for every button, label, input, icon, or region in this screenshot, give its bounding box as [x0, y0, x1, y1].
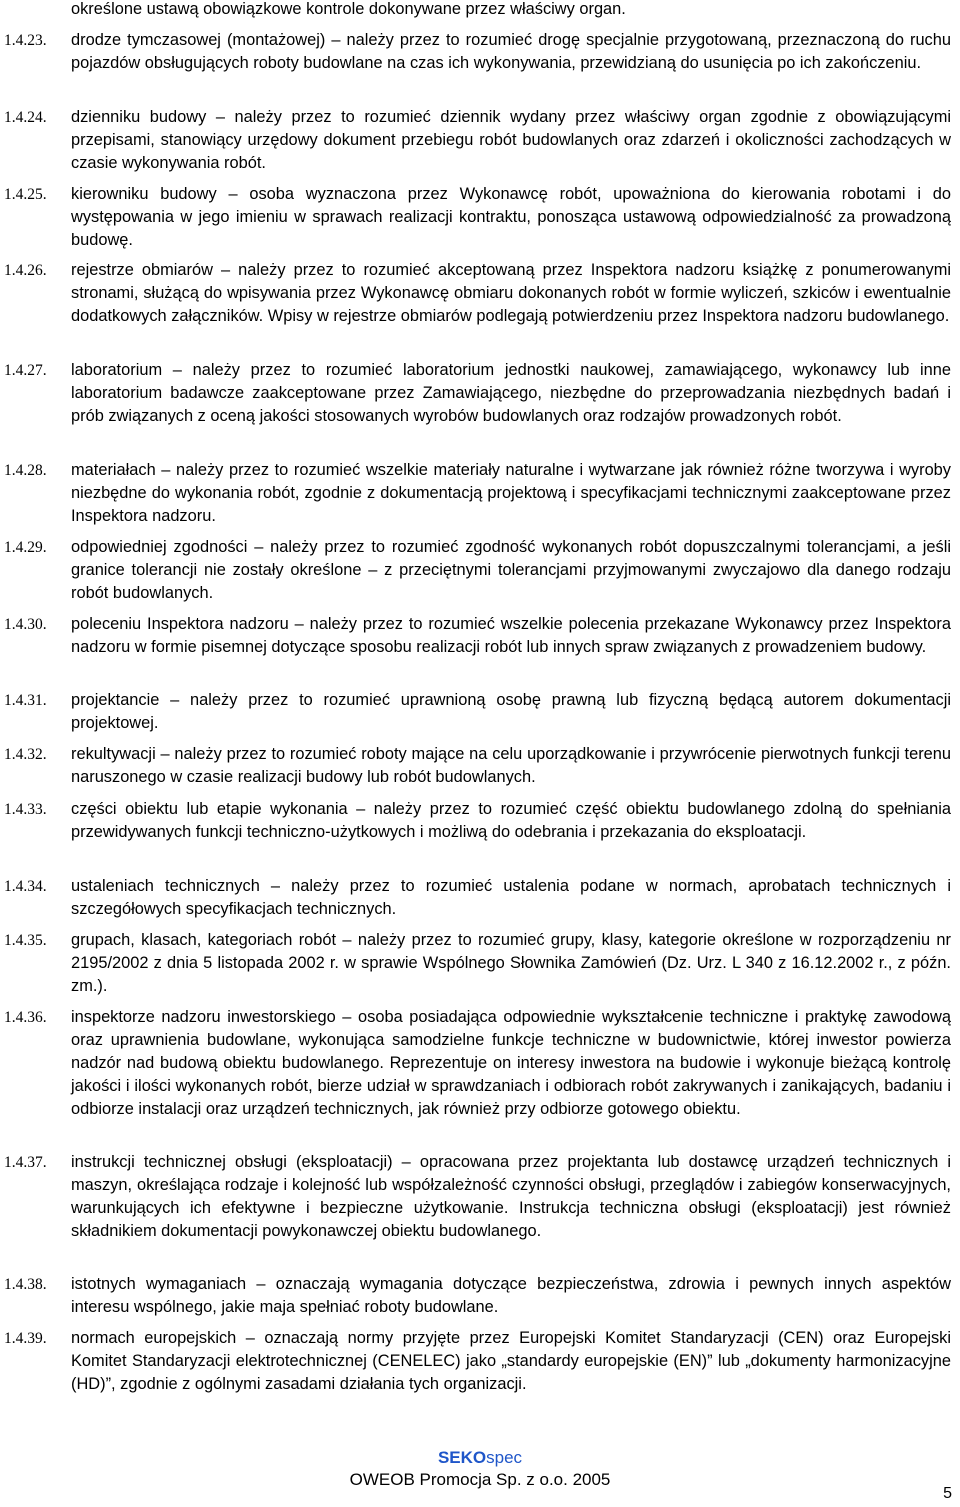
- definition-text: inspektorze nadzoru inwestorskiego – osoba posiadająca odpowiednie wykształcenie techniczne i praktykę zawodową oraz uprawnienia budowlane, wykonująca samodzielne funkcje techniczne w budownictwie, której inwestor powierza nadzór nad budową obiektu budowlanego. Reprezentuje on interesy inwestora na budowie i wykonuje bieżącą kontrolę jakości i ilości wykonanych robót, bierze udział w sprawdzaniach i odbiorach robót zakrywanych i zanikających, badaniu i odbiorze instalacji oraz urządzeń technicznych, jak również przy odbiorze gotowego obiektu.: [71, 1008, 951, 1118]
- logo-light-part: spec: [486, 1448, 523, 1467]
- definition-text: odpowiedniej zgodności – należy przez to rozumieć zgodność wykonanych robót dopuszczalnymi tolerancjami, a jeśli granice tolerancji nie zostały określone – z przeciętnymi tolerancjami przyjmowanymi zwyczajowo dla danego rodzaju robót budowlanych.: [71, 538, 951, 602]
- definition-text: poleceniu Inspektora nadzoru – należy przez to rozumieć wszelkie polecenia przekazane Wykonawcy przez Inspektora nadzoru w formie pisemnej dotyczące sposobu realizacji robót lub innych spraw związanych z prowadzeniem budowy.: [71, 615, 951, 656]
- footer-company: OWEOB Promocja Sp. z o.o. 2005: [349, 1470, 611, 1489]
- logo-bold-part: SEKO: [437, 1448, 487, 1467]
- definition-text: części obiektu lub etapie wykonania – należy przez to rozumieć część obiektu budowlanego zdolną do spełniania przewidywanych funkcji techniczno-użytkowych i możliwą do odebrania i przekazania do eksploatacji.: [71, 800, 951, 841]
- definition-text: instrukcji technicznej obsługi (eksploatacji) – opracowana przez projektanta lub dostawcę urządzeń technicznych i maszyn, określająca rodzaje i kolejność lub współzależność czynności obsługi, przeglądów i zabiegów konserwacyjnych, warunkujących ich efektywne i bezpieczne użytkowanie. Instrukcja techniczna obsługi (eksploatacji) jest również składnikiem dokumentacji powykonawczej obiektu budowlanego.: [71, 1153, 951, 1240]
- definition-number: 1.4.27.: [4, 362, 47, 379]
- definition-number: 1.4.39.: [4, 1330, 47, 1347]
- definition-text: grupach, klasach, kategoriach robót – należy przez to rozumieć grupy, klasy, kategorie określone w rozporządzeniu nr 2195/2002 z dnia 5 listopada 2002 r. w sprawie Wspólnego Słownika Zamówień (Dz. Urz. L 340 z 16.12.2002 r., z późn. zm.).: [71, 931, 951, 995]
- definition-number: 1.4.34.: [4, 878, 47, 895]
- definition-number: 1.4.38.: [4, 1276, 47, 1293]
- definition-text: ustaleniach technicznych – należy przez to rozumieć ustalenia podane w normach, aprobatach technicznych i szczegółowych specyfikacjach technicznych.: [71, 877, 951, 918]
- definition-text: kierowniku budowy – osoba wyznaczona przez Wykonawcę robót, upoważniona do kierowania robotami i do występowania w jego imieniu w sprawach realizacji kontraktu, ponosząca ustawową odpowiedzialność za prowadzoną budowę.: [71, 185, 951, 249]
- definition-text: rekultywacji – należy przez to rozumieć roboty mające na celu uporządkowanie i przywrócenie pierwotnych funkcji terenu naruszonego w czasie realizacji budowy lub robót budowlanych.: [71, 745, 951, 786]
- definition-text: normach europejskich – oznaczają normy przyjęte przez Europejski Komitet Standaryzacji (CEN) oraz Europejski Komitet Standaryzacji elektrotechnicznej (CENELEC) jako „standardy europejskie (EN)” lub „dokumenty harmonizacyjne (HD)”, zgodnie z ogólnymi zasadami działania tych organizacji.: [71, 1329, 951, 1393]
- definition-number: 1.4.25.: [4, 186, 47, 203]
- definition-number: 1.4.23.: [4, 32, 47, 49]
- definition-text: materiałach – należy przez to rozumieć wszelkie materiały naturalne i wytwarzane jak również różne tworzywa i wyroby niezbędne do wykonania robót, zgodnie z dokumentacją projektową i specyfikacjami technicznymi zaakceptowane przez Inspektora nadzoru.: [71, 461, 951, 525]
- intro-text: określone ustawą obowiązkowe kontrole dokonywane przez właściwy organ.: [71, 0, 626, 18]
- definition-number: 1.4.32.: [4, 746, 47, 763]
- definition-text: rejestrze obmiarów – należy przez to rozumieć akceptowaną przez Inspektora nadzoru książkę z ponumerowanymi stronami, służącą do wpisywania przez Wykonawcę obmiaru dokonanych robót w formie wyliczeń, szkiców i ewentualnie dodatkowych załączników. Wpisy w rejestrze obmiarów podlegają potwierdzeniu przez Inspektora nadzoru budowlanego.: [71, 261, 951, 325]
- definition-text: laboratorium – należy przez to rozumieć laboratorium jednostki naukowej, zamawiającego, wykonawcy lub inne laboratorium badawcze zaakceptowane przez Zamawiającego, niezbędne do przeprowadzania niezbędnych badań i prób związanych z oceną jakości stosowanych wyrobów budowlanych oraz rodzajów prowadzonych robót.: [71, 361, 951, 425]
- definition-number: 1.4.35.: [4, 932, 47, 949]
- page-number: 5: [943, 1485, 952, 1502]
- definition-number: 1.4.31.: [4, 692, 47, 709]
- definition-number: 1.4.24.: [4, 109, 47, 126]
- definition-number: 1.4.29.: [4, 539, 47, 556]
- footer-logo: [0, 1448, 960, 1468]
- definition-text: projektancie – należy przez to rozumieć uprawnioną osobę prawną lub fizyczną będącą autorem dokumentacji projektowej.: [71, 691, 951, 732]
- definition-number: 1.4.30.: [4, 616, 47, 633]
- definition-number: 1.4.37.: [4, 1154, 47, 1171]
- definition-text: drodze tymczasowej (montażowej) – należy przez to rozumieć drogę specjalnie przygotowaną, przeznaczoną do ruchu pojazdów obsługujących roboty budowlane na czas ich wykonywania, przewidzianą do usunięcia po ich zakończeniu.: [71, 31, 951, 72]
- definition-number: 1.4.36.: [4, 1009, 47, 1026]
- definition-text: dzienniku budowy – należy przez to rozumieć dziennik wydany przez właściwy organ zgodnie z obowiązującymi przepisami, stanowiący urzędowy dokument przebiegu robót budowlanych oraz zdarzeń i okoliczności zachodzących w czasie wykonywania robót.: [71, 108, 951, 172]
- definition-text: istotnych wymaganiach – oznaczają wymagania dotyczące bezpieczeństwa, zdrowia i pewnych innych aspektów interesu wspólnego, jakie maja spełniać roboty budowlane.: [71, 1275, 951, 1316]
- definition-number: 1.4.33.: [4, 801, 47, 818]
- definition-number: 1.4.26.: [4, 262, 47, 279]
- definition-number: 1.4.28.: [4, 462, 47, 479]
